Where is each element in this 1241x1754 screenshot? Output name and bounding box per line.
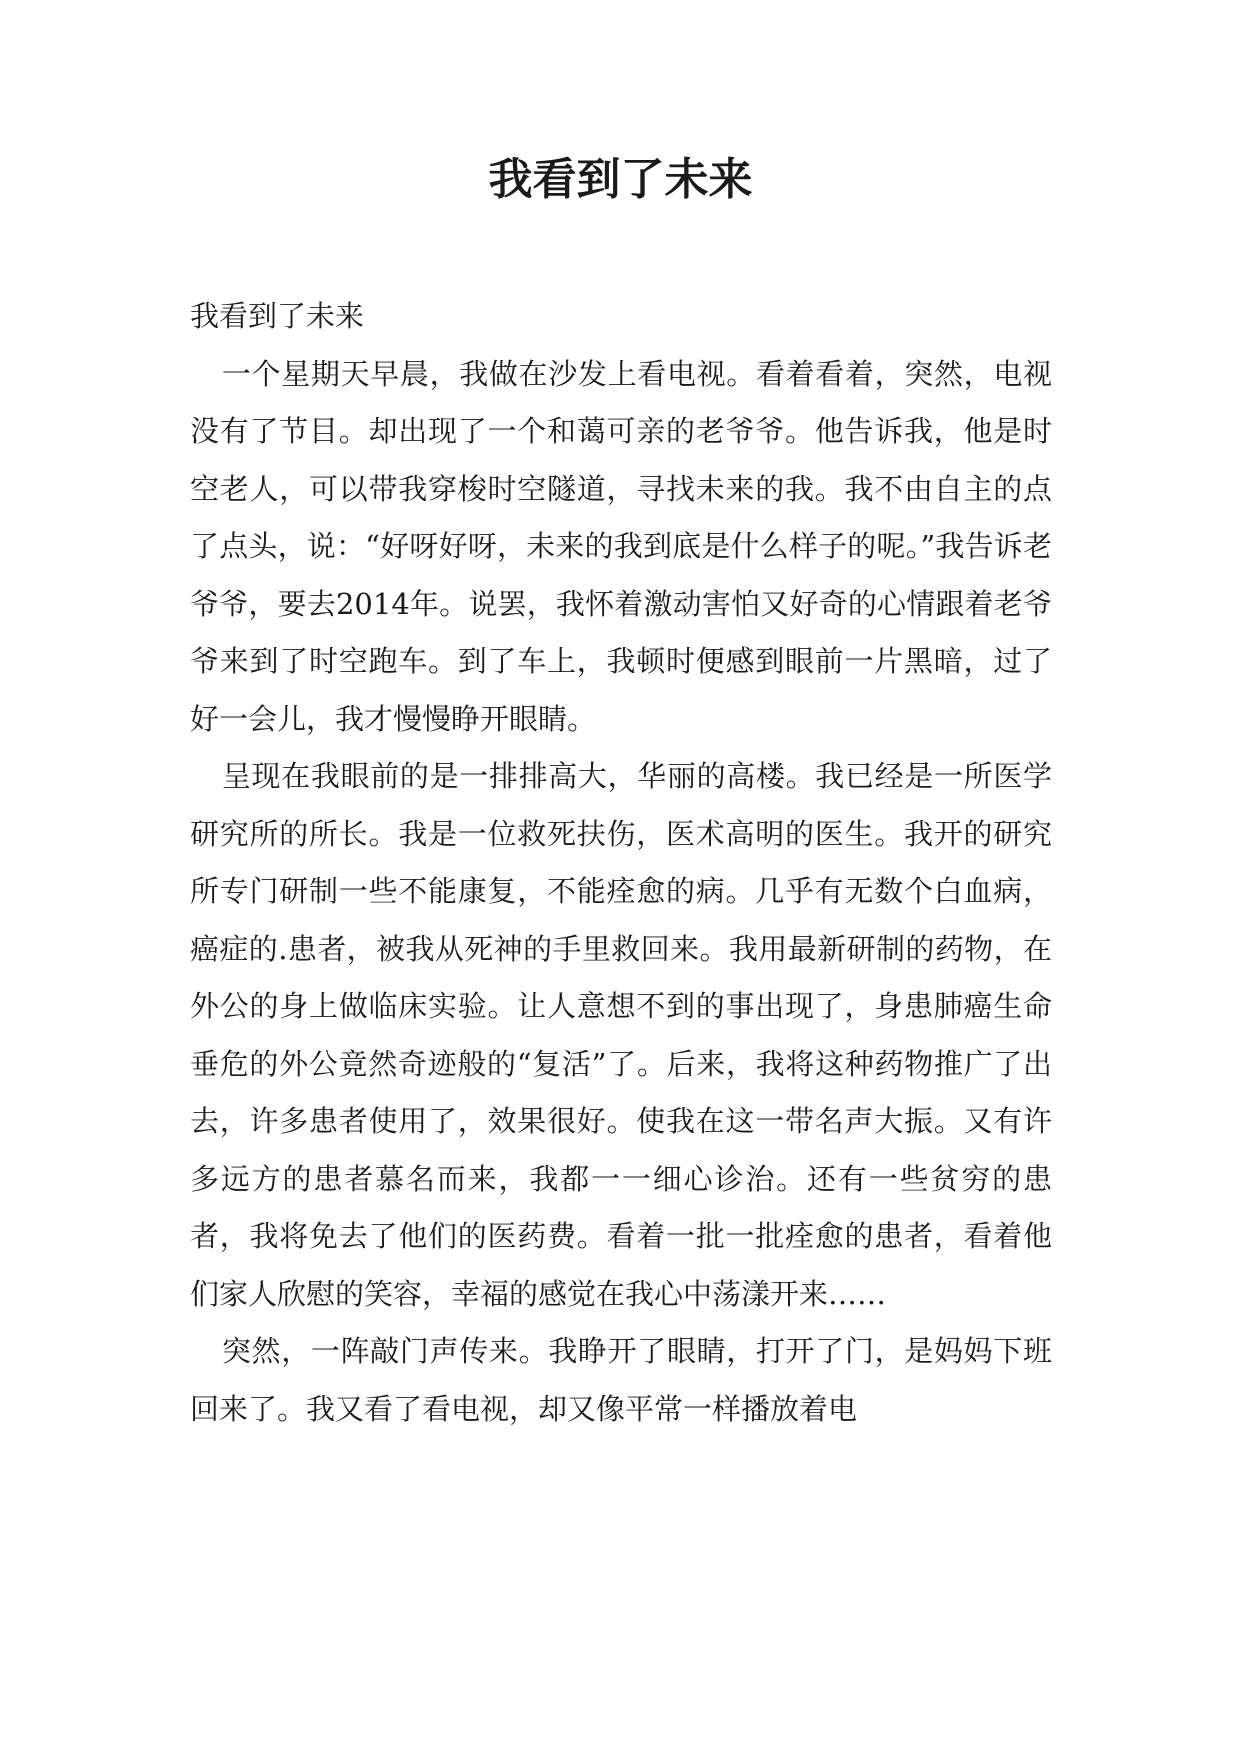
document-body [190,288,1052,1438]
document-title: 我看到了未来 [488,154,753,205]
paragraph: 一个星期天早晨，我做在沙发上看电视。看着看着，突然，电视没有了节目。却出现了一个和蔼可亲的老爷爷。他告诉我，他是时空老人，可以带我穿梭时空隧道，寻找未来的我。我不由自主的点了点头，说：“好呀好呀，未来的我到底是什么样子的呢。”我告诉老爷爷，要去2014年。说罢，我怀着激动害怕又好奇的心情跟着老爷爷来到了时空跑车。到了车上，我顿时便感到眼前一片黑暗，过了好一会儿，我才慢慢睁开眼睛。 [190,356,1052,736]
paragraph: 呈现在我眼前的是一排排高大，华丽的高楼。我已经是一所医学研究所的所长。我是一位救死扶伤，医术高明的医生。我开的研究所专门研制一些不能康复，不能痊愈的病。几乎有无数个白血病，癌症的.患者，被我从死神的手里救回来。我用最新研制的药物，在外公的身上做临床实验。让人意想不到的事出现了，身患肺癌生命垂危的外公竟然奇迹般的“复活”了。后来，我将这种药物推广了出去，许多患者使用了，效果很好。使我在这一带名声大振。又有许多远方的患者慕名而来，我都一一细心诊治。还有一些贫穷的患者，我将免去了他们的医药费。看着一批一批痊愈的患者，看着他们家人欣慰的笑容，幸福的感觉在我心中荡漾开来…… [190,759,1052,1311]
paragraph: 突然，一阵敲门声传来。我睁开了眼睛，打开了门，是妈妈下班回来了。我又看了看电视，却又像平常一样播放着电 [190,1334,1052,1426]
paragraph-heading: 我看到了未来 [190,299,365,333]
